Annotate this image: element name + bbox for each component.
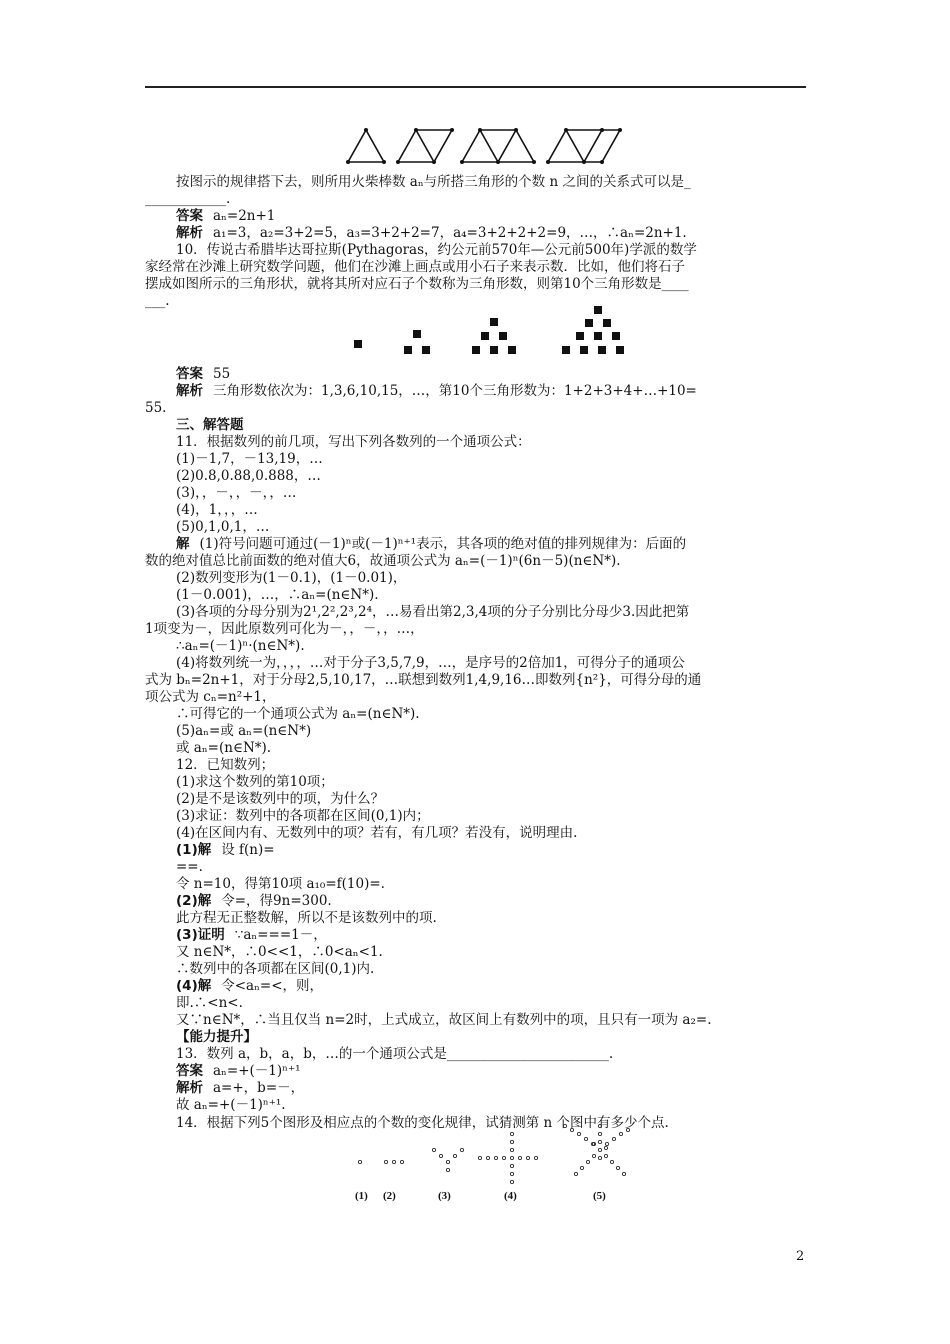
line-text: 14．根据下列5个图形及相应点的个数的变化规律，试猜测第 n 个图中有多少个点. xyxy=(176,1115,669,1131)
stone-triangles-figure xyxy=(350,304,640,360)
text-line xyxy=(0,519,950,536)
text-line xyxy=(0,808,950,825)
line-text: 55. xyxy=(145,400,167,416)
answer-blank: ________________________. xyxy=(446,1046,614,1062)
text-line xyxy=(0,961,950,978)
text-line xyxy=(0,191,950,208)
text-line xyxy=(0,1063,950,1080)
line-text: (5)aₙ=或 aₙ=(n∈N*) xyxy=(176,723,312,739)
line-text: ∴aₙ=(－1)ⁿ·(n∈N*). xyxy=(176,638,305,654)
line-text: (1)－1,7，－13,19，… xyxy=(176,451,323,467)
line-label: (2)解 xyxy=(176,893,212,909)
line-text: 此方程无正整数解，所以不是该数列中的项. xyxy=(176,910,437,926)
text-line xyxy=(0,1046,950,1063)
line-text: (4)，1，，，… xyxy=(176,502,258,518)
line-text: 令=，得9n=300. xyxy=(221,893,332,909)
text-line xyxy=(0,655,950,672)
text-line xyxy=(0,553,950,570)
text-line xyxy=(0,276,950,293)
text-line xyxy=(0,689,950,706)
line-text: 式为 bₙ=2n+1，对于分母2,5,10,17，…联想到数列1,4,9,16…即数列{n²}，可得分母的通 xyxy=(145,672,702,688)
text-line xyxy=(0,978,950,995)
line-text: 摆成如图所示的三角形状，就将其所对应石子个数称为三角形数，则第10个三角形数是____ xyxy=(145,276,689,292)
line-text: (1)求这个数列的第10项； xyxy=(176,774,334,790)
text-line xyxy=(0,672,950,689)
line-text: 令 n=10，得第10项 a₁₀=f(10)=. xyxy=(176,876,385,892)
text-line xyxy=(0,876,950,893)
line-text: (3)，，－，，－，，… xyxy=(176,485,297,501)
line-text: a₁=3，a₂=3+2=5，a₃=3+2+2=7，a₄=3+2+2+2=9，…，∴aₙ=2n+1. xyxy=(213,225,687,241)
text-line xyxy=(0,621,950,638)
text-line xyxy=(0,587,950,604)
text-line xyxy=(0,1097,950,1114)
figure-caption-1: (1) xyxy=(355,1190,368,1202)
answer-blank: ____________. xyxy=(145,191,231,207)
line-text: 10．传说古希腊毕达哥拉斯(Pythagoras，约公元前570年—公元前500年)学派的数学 xyxy=(176,242,697,258)
line-text: 即.∴<n<. xyxy=(176,995,243,1011)
text-line xyxy=(0,995,950,1012)
line-label: (4)解 xyxy=(176,978,212,994)
line-text: (3)各项的分母分别为2¹,2²,2³,2⁴，…易看出第2,3,4项的分子分别比分母少3.因此把第 xyxy=(176,604,690,620)
text-line xyxy=(0,366,950,383)
line-label: 答案 xyxy=(176,366,203,382)
line-text: (5)0,1,0,1，… xyxy=(176,519,270,535)
text-line xyxy=(0,944,950,961)
line-text: 又∵n∈N*，∴当且仅当 n=2时，上式成立，故区间上有数列中的项，且只有一项为 a₂=. xyxy=(176,1012,712,1028)
line-text: a=+，b=－， xyxy=(213,1080,305,1096)
line-text: (3)求证：数列中的各项都在区间(0,1)内； xyxy=(176,808,430,824)
figure-caption-4: (4) xyxy=(504,1190,517,1202)
line-label: 解 xyxy=(176,536,190,552)
line-text: (2)是不是该数列中的项，为什么？ xyxy=(176,791,385,807)
line-text: ∵aₙ===1－， xyxy=(234,927,327,943)
text-line xyxy=(0,502,950,519)
text-line xyxy=(0,893,950,910)
text-line xyxy=(0,774,950,791)
text-line xyxy=(0,1012,950,1029)
line-label: 【能力提升】 xyxy=(176,1029,257,1045)
text-line xyxy=(0,1029,950,1046)
line-text: 或 aₙ=(n∈N*). xyxy=(176,740,272,756)
dot-pattern-figures xyxy=(350,1122,640,1192)
figure-caption-5: (5) xyxy=(593,1190,606,1202)
line-text: 三角形数依次为：1,3,6,10,15，…，第10个三角形数为：1+2+3+4+…+10= xyxy=(213,383,697,399)
line-text: ==. xyxy=(176,859,203,875)
line-text: ___. xyxy=(145,293,170,309)
text-line xyxy=(0,740,950,757)
text-line xyxy=(0,451,950,468)
text-line xyxy=(0,468,950,485)
line-text: 项公式为 cₙ=n²+1， xyxy=(145,689,276,705)
text-line xyxy=(0,242,950,259)
text-line xyxy=(0,383,950,400)
text-line xyxy=(0,842,950,859)
line-text: (2)0.8,0.88,0.888，… xyxy=(176,468,321,484)
text-line xyxy=(0,259,950,276)
line-text: 按图示的规律搭下去，则所用火柴棒数 aₙ与所搭三角形的个数 n 之间的关系式可以是 xyxy=(176,174,684,190)
line-label: 解析 xyxy=(176,225,203,241)
line-text: 1项变为－，因此原数列可化为－，，－，，…， xyxy=(145,621,424,637)
line-text: aₙ=+(－1)ⁿ⁺¹ xyxy=(213,1063,301,1079)
line-text: aₙ=2n+1 xyxy=(213,208,276,224)
text-line xyxy=(0,604,950,621)
text-line xyxy=(0,825,950,842)
text-line xyxy=(0,757,950,774)
matchstick-triangles-figure xyxy=(340,124,630,168)
line-text: 又 n∈N*，∴0<<1，∴0<aₙ<1. xyxy=(176,944,383,960)
text-line xyxy=(0,706,950,723)
text-line xyxy=(0,417,950,434)
line-label: (1)解 xyxy=(176,842,212,858)
line-text: 设 f(n)= xyxy=(221,842,275,858)
line-label: 三、解答题 xyxy=(176,417,244,433)
text-line xyxy=(0,859,950,876)
text-line xyxy=(0,485,950,502)
line-label: 解析 xyxy=(176,1080,203,1096)
line-text: 11．根据数列的前几项，写出下列各数列的一个通项公式： xyxy=(176,434,531,450)
text-line xyxy=(0,208,950,225)
line-text: 数的绝对值总比前面数的绝对值大6，故通项公式为 aₙ=(－1)ⁿ(6n－5)(n∈N*). xyxy=(145,553,621,569)
text-line xyxy=(0,570,950,587)
line-text: (4)将数列统一为，，，，…对于分子3,5,7,9，…，是序号的2倍加1，可得分子的通项公 xyxy=(176,655,685,671)
text-line xyxy=(0,638,950,655)
text-line xyxy=(0,723,950,740)
header-rule xyxy=(145,86,806,88)
line-text: 故 aₙ=+(－1)ⁿ⁺¹. xyxy=(176,1097,286,1113)
text-line xyxy=(0,400,950,417)
line-label: 解析 xyxy=(176,383,203,399)
line-text: (1－0.001)，…，∴aₙ=(n∈N*). xyxy=(176,587,379,603)
line-label: 答案 xyxy=(176,1063,203,1079)
text-line xyxy=(0,910,950,927)
line-text: (2)数列变形为(1－0.1)，(1－0.01)， xyxy=(176,570,407,586)
answer-blank: _ xyxy=(683,174,691,190)
text-line xyxy=(0,225,950,242)
figure-caption-2: (2) xyxy=(383,1190,396,1202)
line-text: 令<aₙ=<，则， xyxy=(221,978,324,994)
line-text: ∴可得它的一个通项公式为 aₙ=(n∈N*). xyxy=(176,706,420,722)
text-line xyxy=(0,174,950,191)
line-text: 13．数列 a，b，a，b，…的一个通项公式是 xyxy=(176,1046,447,1062)
line-label: 答案 xyxy=(176,208,203,224)
line-text: 12．已知数列； xyxy=(176,757,275,773)
line-text: (1)符号问题可通过(－1)ⁿ或(－1)ⁿ⁺¹表示，其各项的绝对值的排列规律为：后面的 xyxy=(199,536,687,552)
line-text: 55 xyxy=(213,366,231,382)
line-text: 家经常在沙滩上研究数学问题，他们在沙滩上画点或用小石子来表示数．比如，他们将石子 xyxy=(145,259,685,275)
text-line xyxy=(0,536,950,553)
text-line xyxy=(0,1080,950,1097)
text-line xyxy=(0,434,950,451)
line-label: (3)证明 xyxy=(176,927,225,943)
text-line xyxy=(0,791,950,808)
line-text: (4)在区间内有、无数列中的项？若有，有几项？若没有，说明理由. xyxy=(176,825,578,841)
figure-caption-3: (3) xyxy=(438,1190,451,1202)
line-text: ∴数列中的各项都在区间(0,1)内. xyxy=(176,961,375,977)
text-line xyxy=(0,927,950,944)
page-number: 2 xyxy=(796,1249,805,1264)
